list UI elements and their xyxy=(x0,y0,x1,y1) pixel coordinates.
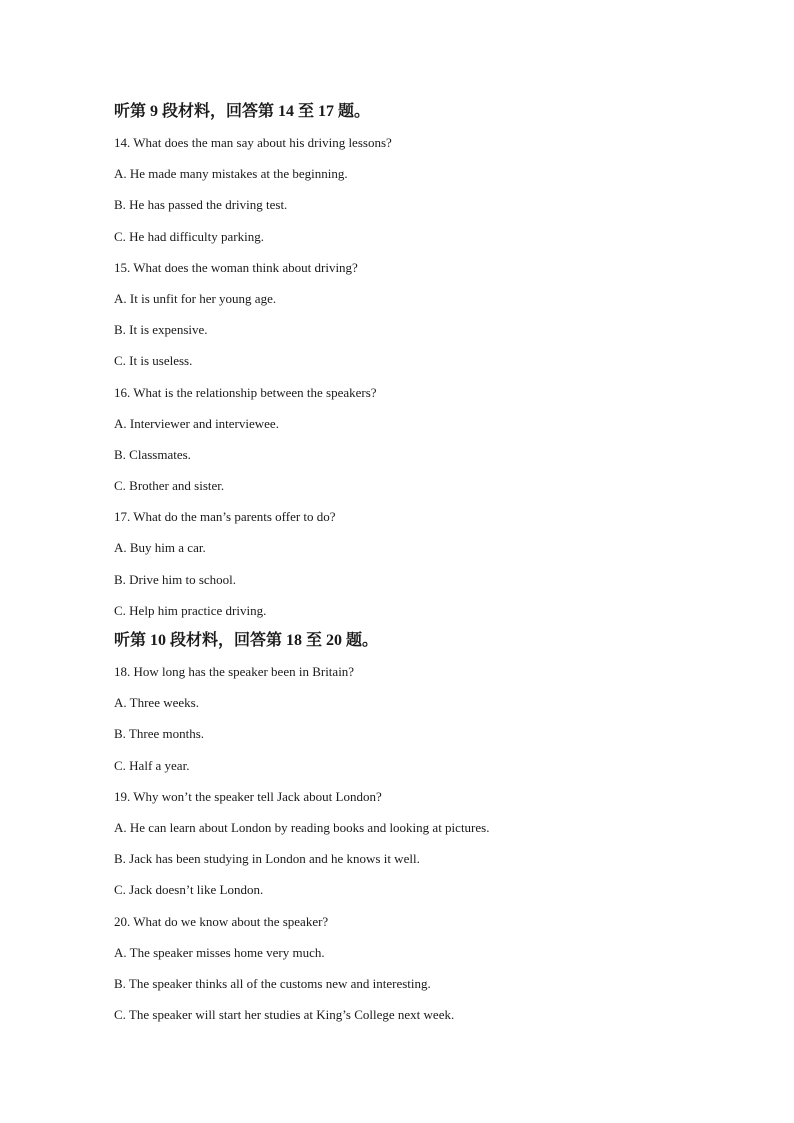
option-a: A. Buy him a car. xyxy=(114,540,206,556)
document-page xyxy=(114,97,714,1030)
question-17 xyxy=(114,501,714,626)
question-stem: 17. What do the man’s parents offer to do? xyxy=(114,509,336,525)
option-b: B. Three months. xyxy=(114,726,205,742)
section-heading: 听第 10 段材料，回答第 18 至 20 题。 xyxy=(114,632,379,649)
question-19 xyxy=(114,781,714,906)
question-stem: 18. How long has the speaker been in Britain? xyxy=(114,664,355,679)
option-b: B. Jack has been studying in London and he knows it well. xyxy=(114,851,420,867)
option-c: C. Brother and sister. xyxy=(114,478,225,494)
option-c: C. It is useless. xyxy=(114,353,193,369)
question-stem: 15. What does the woman think about driving? xyxy=(114,259,358,275)
question-14 xyxy=(114,127,714,252)
section-10 xyxy=(114,626,714,1030)
question-stem: 16. What is the relationship between the speakers? xyxy=(114,384,377,400)
option-b: B. It is expensive. xyxy=(114,322,208,338)
section-heading: 听第 9 段材料，回答第 14 至 17 题。 xyxy=(114,103,371,120)
option-c: C. He had difficulty parking. xyxy=(114,228,264,244)
option-c: C. Half a year. xyxy=(114,757,190,773)
option-b: B. The speaker thinks all of the customs new and interesting. xyxy=(114,975,431,991)
question-18 xyxy=(114,656,714,781)
option-a: A. It is unfit for her young age. xyxy=(114,290,277,306)
option-b: B. He has passed the driving test. xyxy=(114,197,288,213)
question-15 xyxy=(114,252,714,377)
option-c: C. Jack doesn’t like London. xyxy=(114,882,264,898)
option-c: C. Help him practice driving. xyxy=(114,602,267,618)
option-a: A. He made many mistakes at the beginning. xyxy=(114,166,348,182)
option-a: A. He can learn about London by reading books and looking at pictures. xyxy=(114,819,490,835)
option-a: A. The speaker misses home very much. xyxy=(114,944,325,960)
question-20 xyxy=(114,906,714,1031)
option-a: A. Three weeks. xyxy=(114,695,199,711)
question-stem: 20. What do we know about the speaker? xyxy=(114,913,329,929)
question-stem: 19. Why won’t the speaker tell Jack about London? xyxy=(114,788,382,804)
section-9 xyxy=(114,97,714,626)
option-c: C. The speaker will start her studies at King’s College next week. xyxy=(114,1007,455,1023)
question-16 xyxy=(114,377,714,502)
option-a: A. Interviewer and interviewee. xyxy=(114,415,279,431)
option-b: B. Classmates. xyxy=(114,446,191,462)
question-stem: 14. What does the man say about his driving lessons? xyxy=(114,135,392,150)
option-b: B. Drive him to school. xyxy=(114,571,237,587)
